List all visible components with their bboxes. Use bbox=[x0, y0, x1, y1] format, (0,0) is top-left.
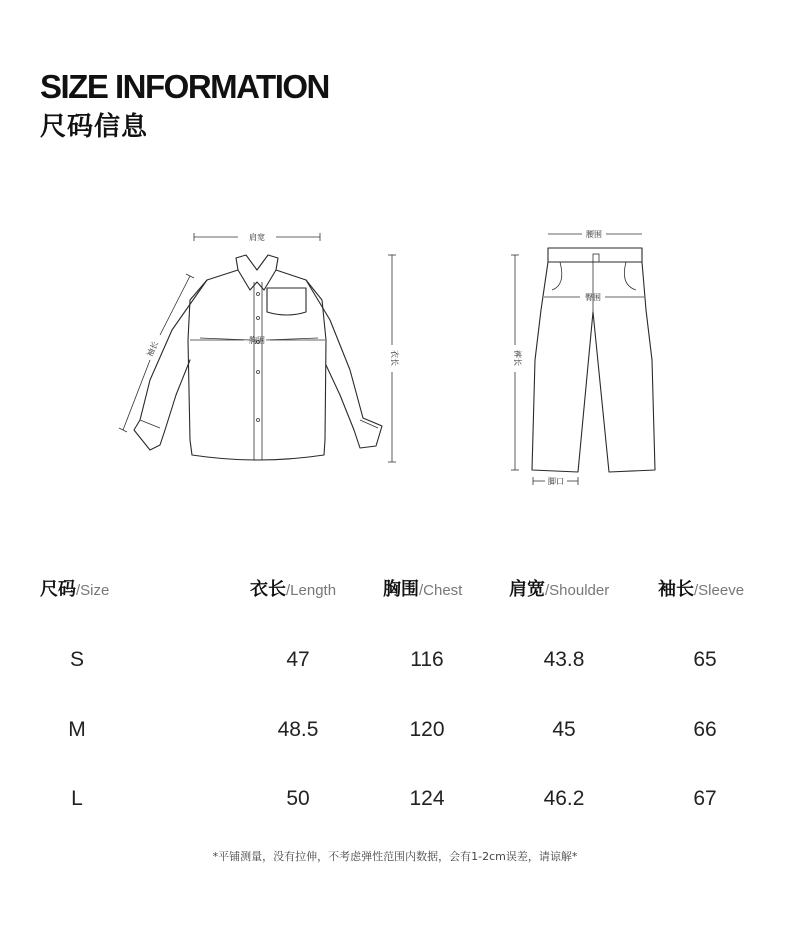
table-cell-size: S bbox=[69, 648, 84, 671]
table-cell-chest: 116 bbox=[410, 648, 444, 671]
chest-dimension bbox=[190, 336, 325, 345]
hem-dimension bbox=[533, 476, 578, 486]
table-cell-sleeve: 65 bbox=[693, 648, 717, 671]
header-shoulder: 肩宽/Shoulder bbox=[509, 579, 610, 599]
chest-label: 胸围 bbox=[249, 336, 265, 345]
sleeve-dimension bbox=[119, 274, 194, 432]
hem-label: 脚口 bbox=[548, 477, 564, 486]
header-chest: 胸围/Chest bbox=[383, 579, 463, 599]
sleeve-label: 袖长 bbox=[145, 339, 161, 359]
hip-dimension bbox=[544, 292, 644, 302]
waist-label: 腰围 bbox=[586, 230, 602, 239]
header-sleeve: 袖长/Sleeve bbox=[658, 579, 745, 599]
table-cell-shoulder: 45 bbox=[552, 718, 576, 741]
length-label: 衣长 bbox=[390, 350, 399, 366]
header-size: 尺码/Size bbox=[40, 579, 110, 599]
table-cell-sleeve: 66 bbox=[693, 718, 717, 741]
pants-length-label: 裤长 bbox=[513, 350, 522, 366]
table-cell-length: 47 bbox=[286, 648, 310, 671]
shirt-drawing bbox=[134, 255, 382, 460]
measurement-note: *平铺测量，没有拉伸，不考虑弹性范围内数据，会有1-2cm误差，请谅解* bbox=[212, 850, 578, 863]
table-cell-chest: 120 bbox=[409, 718, 445, 741]
pants-length-dimension bbox=[511, 255, 523, 470]
table-cell-size: M bbox=[68, 718, 86, 741]
hip-label: 臀围 bbox=[585, 293, 601, 302]
table-cell-size: L bbox=[71, 787, 83, 810]
shoulder-label: 肩宽 bbox=[249, 233, 265, 242]
title-english: SIZE INFORMATION bbox=[40, 68, 329, 105]
table-cell-shoulder: 46.2 bbox=[543, 787, 585, 810]
table-cell-length: 50 bbox=[286, 787, 310, 810]
table-cell-sleeve: 67 bbox=[693, 787, 717, 810]
header-length: 衣长/Length bbox=[250, 579, 337, 599]
table-cell-length: 48.5 bbox=[277, 718, 319, 741]
length-dimension bbox=[388, 255, 400, 462]
waist-dimension bbox=[548, 230, 642, 239]
pants-drawing bbox=[532, 248, 655, 472]
table-cell-shoulder: 43.8 bbox=[543, 648, 585, 671]
title-chinese: 尺码信息 bbox=[40, 111, 149, 141]
table-cell-chest: 124 bbox=[409, 787, 445, 810]
shoulder-dimension bbox=[194, 232, 320, 242]
